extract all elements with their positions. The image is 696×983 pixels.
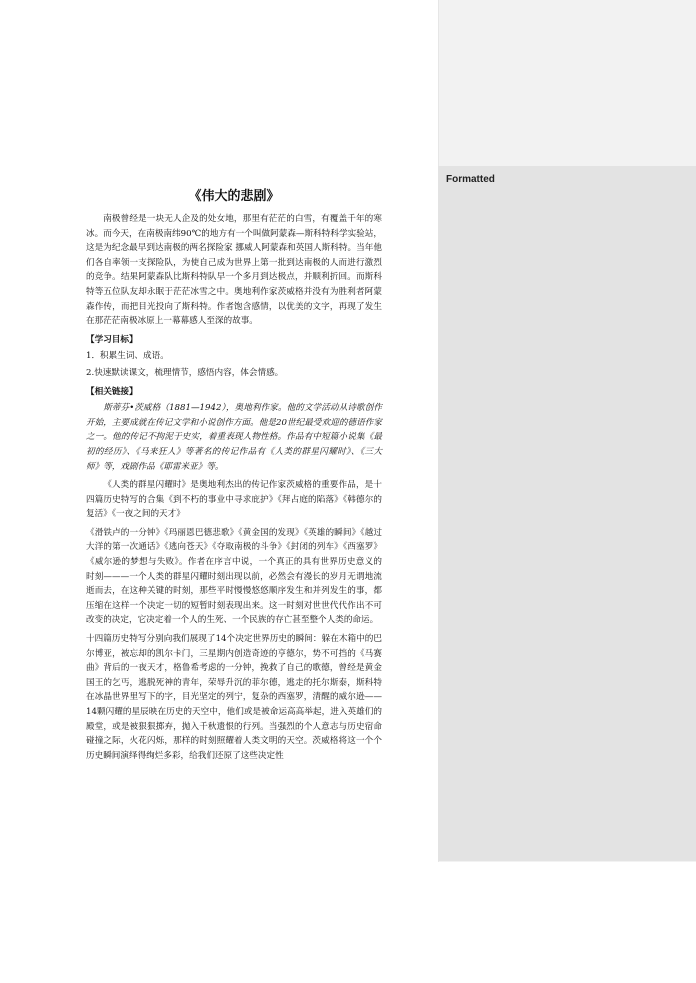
links-heading: 【相关链接】 — [86, 386, 138, 397]
document-body — [86, 188, 382, 763]
author-paragraph: 斯蒂芬•茨威格（1881—1942），奥地利作家。他的文学活动从诗歌创作开始，主要成就在传记文学和小说创作方面。他是20世纪最受欢迎的德语作家之一。他的传记不拘泥于史实，着重表现人物性格。作品有中短篇小说集《最初的经历》、《马来狂人》等著名的传记作品有《人类的群星闪耀时》、《三大师》等，戏剧作品《耶雷米亚》等。 — [86, 403, 382, 472]
comment-balloon[interactable] — [438, 166, 696, 861]
intro-paragraph: 南极曾经是一块无人企及的处女地，那里有茫茫的白雪，有覆盖千年的寒冰。而今天，在南极南纬90℃的地方有一个叫做阿蒙森—斯科特科学实验站，这是为纪念最早到达南极的两名探险家 挪威人阿蒙森和英国人斯科特。当年他们各自率领一支探险队，为使自己成为世界上第一批到达南极的人而进行激烈的竞争。结果阿蒙森队比斯科特队早一个多月到达极点，并顺利折回。而斯科特等五位队友却永眠于茫茫冰雪之中。奥地利作家茨威格并没有为胜利者阿蒙森作传，而把目光投向了斯科特。作者饱含感情，以优美的文字，再现了发生在那茫茫南极冰原上一幕幕感人至深的故事。 — [86, 214, 382, 327]
comment-label: Formatted — [446, 174, 495, 185]
stories-paragraph: 《滑铁卢的一分钟》《玛丽恩巴德悲歌》《黄金国的发现》《英雄的瞬间》《越过大洋的第一次通话》《逃向苍天》《夺取南极的斗争》《封闭的列车》《西塞罗》《威尔逊的梦想与失败》。作者在序言中说，一个真正的具有世界历史意义的时刻———一个人类的群星闪耀时刻出现以前，必然会有漫长的岁月无谓地流逝而去，在这种关键的时刻，那些平时慢慢悠悠顺序发生和并列发生的事，都压缩在这样一个决定一切的短暂时刻表现出来。这一时刻对世世代代作出不可改变的决定，它决定着一个人的生死、一个民族的存亡甚至整个人类的命运。 — [86, 527, 382, 626]
goal-item: 1．积累生词、成语。 — [86, 351, 169, 362]
document-title: 《伟大的悲剧》 — [188, 189, 280, 204]
goals-heading: 【学习目标】 — [86, 334, 138, 345]
goal-item: 2.快速默读课文，梳理情节，感悟内容，体会情感。 — [86, 367, 284, 378]
book-paragraph: 《人类的群星闪耀时》是奥地利杰出的传记作家茨威格的重要作品，是十四篇历史特写的合集《到不朽的事业中寻求庇护》《拜占庭的陷落》《韩德尔的复活》《一夜之间的天才》 — [86, 480, 382, 520]
final-paragraph: 十四篇历史特写分别向我们展现了14个决定世界历史的瞬间：躲在木箱中的巴尔博亚，被忘却的凯尔卡门，三星期内创造奇迹的亨德尔，势不可挡的《马赛曲》背后的一夜天才，格鲁希考虑的一分钟，挽救了自己的歌德，曾经是黄金国王的乞丐，逃脱死神的青年，荣辱升沉的菲尔德，逃走的托尔斯泰，斯科特在冰晶世界里写下的字，目光坚定的列宁，复杂的西塞罗，清醒的威尔逊——14颗闪耀的星辰映在历史的天空中，他们或是被命运高高举起，进入英雄们的殿堂，或是被狠狠掷弃，抛入千秋遗恨的行列。当强烈的个人意志与历史宿命碰撞之际，火花闪烁，那样的时刻照耀着人类文明的天空。茨威格将这一个个历史瞬间演绎得绚烂多彩，给我们还原了这些决定性 — [86, 634, 382, 761]
